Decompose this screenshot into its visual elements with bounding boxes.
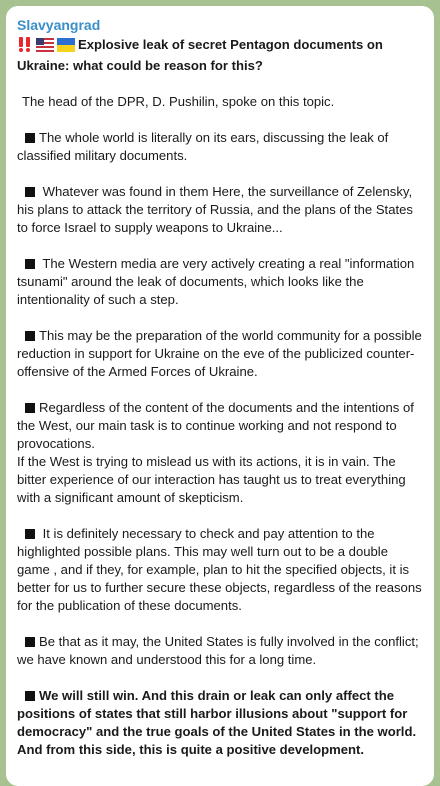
paragraph-8: We will still win. And this drain or leak can only affect the positions of states that still harbor illusions about "support for democracy" and the true goals of the United States in the world. And from this side, this is quite a positive development. [17,688,417,757]
bullet-square-icon [25,259,35,269]
paragraph-2: Whatever was found in them Here, the surveillance of Zelensky, his plans to attack the territory of Russia, and the plans of the States to force Israel to supply weapons to Ukraine... [17,184,413,235]
double-exclamation-icon [17,36,33,57]
bullet-square-icon [25,403,35,413]
bullet-square-icon [25,187,35,197]
ukraine-flag-icon [57,38,75,57]
message-bubble [6,6,434,786]
headline-text: Explosive leak of secret Pentagon documents on Ukraine: what could be reason for this? [17,37,383,73]
bullet-square-icon [25,529,35,539]
paragraph-6: It is definitely necessary to check and pay attention to the highlighted possible plans. This may well turn out to be a double game , and if they, for example, plan to hit the specified objects, it is better for us to further secure these objects, regardless of the reasons for the publication of these documents. [17,526,422,613]
paragraph-1: The whole world is literally on its ears, discussing the leak of classified military documents. [17,130,389,163]
channel-name[interactable]: Slavyangrad [17,17,101,33]
bullet-square-icon [25,691,35,701]
bullet-square-icon [25,331,35,341]
paragraph-5: Regardless of the content of the documents and the intentions of the West, our main task is to continue working and not respond to provocations. If the West is trying to mislead us with its actions, it is in vain. The bitter experience of our interaction has taught us to treat everything with a significant amount of skepticism. [17,400,414,505]
bullet-square-icon [25,637,35,647]
message-text [17,36,424,759]
paragraph-3: The Western media are very actively creating a real "information tsunami" around the leak of documents, which looks like the intentionality of such a step. [17,256,415,307]
headline [17,36,424,75]
paragraph-7: Be that as it may, the United States is fully involved in the conflict; we have known and understood this for a long time. [17,634,419,667]
bullet-square-icon [25,133,35,143]
us-flag-icon [36,38,54,57]
intro-paragraph: The head of the DPR, D. Pushilin, spoke on this topic. [22,94,335,109]
paragraph-4: This may be the preparation of the world community for a possible reduction in support for Ukraine on the eve of the publicized counter-offensive of the Armed Forces of Ukraine. [17,328,422,379]
